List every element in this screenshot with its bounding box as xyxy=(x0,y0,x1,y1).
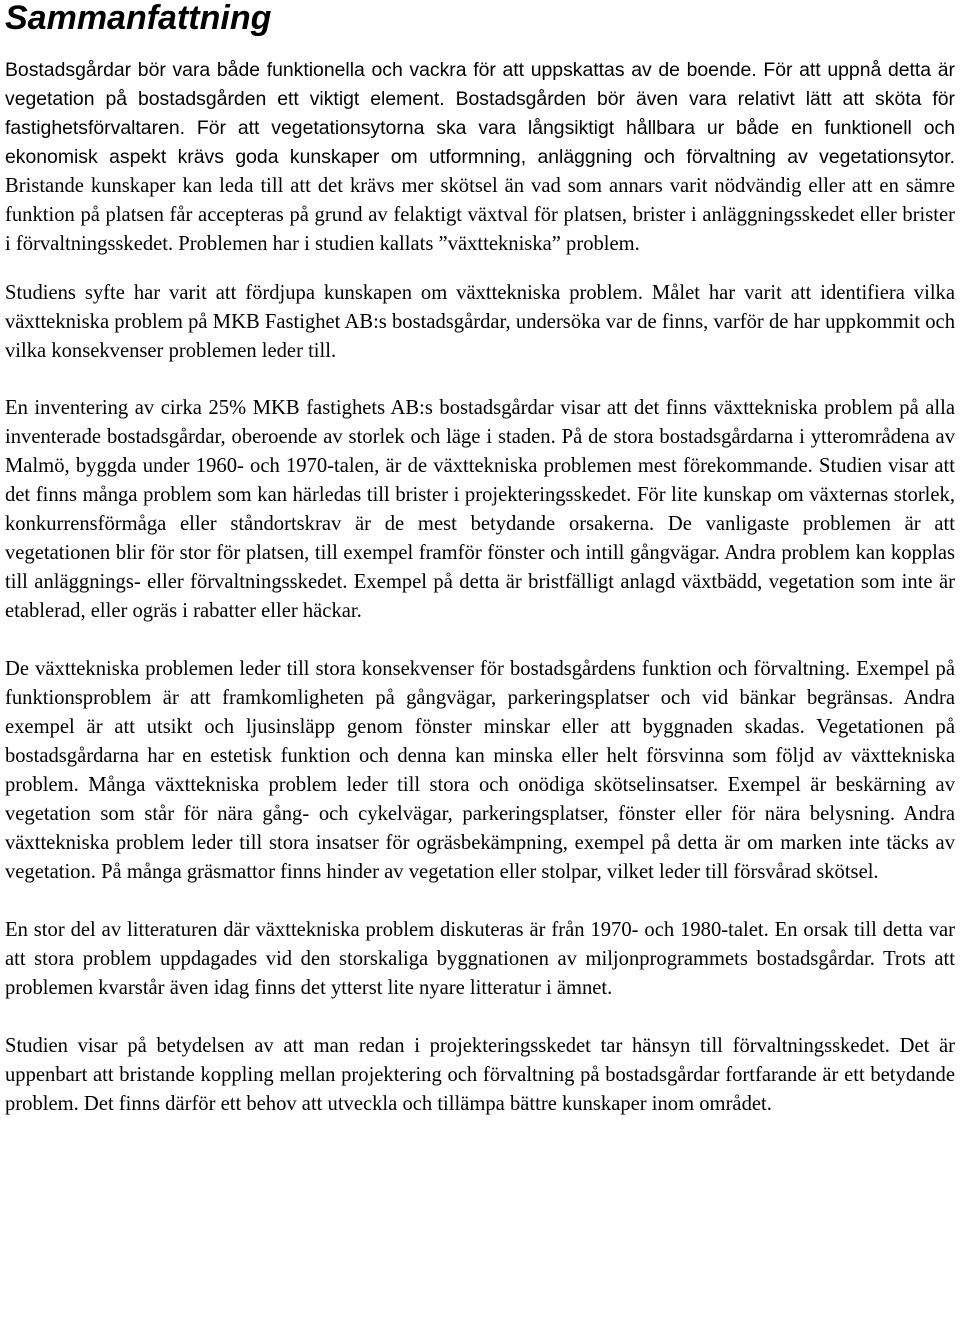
page-title: Sammanfattning xyxy=(5,0,272,37)
paragraph-1-sans-text: Bostadsgårdar bör vara både funktionella och vackra för att uppskattas av de boende. För att uppnå detta är vegetation på bostadsgården ett viktigt element. Bostadsgården bör även vara relativt lätt att sköta för fastighetsförvaltaren. För att vegetationsytorna ska vara långsiktigt hållbara ur både en funktionell och ekonomisk aspekt krävs goda kunskaper om utformning, anläggning och förvaltning av vegetationsytor. xyxy=(5,59,955,168)
document-page xyxy=(5,0,955,1119)
paragraph-6: Studien visar på betydelsen av att man redan i projekteringsskedet tar hänsyn till förvaltningsskedet. Det är uppenbart att bristande koppling mellan projektering och förvaltning på bostadsgårdar fortfarande är ett betydande problem. Det finns därför ett behov att utveckla och tillämpa bättre kunskaper inom området. xyxy=(5,1035,955,1115)
paragraph-1 xyxy=(5,56,955,259)
paragraph-5: En stor del av litteraturen där växttekniska problem diskuteras är från 1970- och 1980-talet. En orsak till detta var att stora problem uppdagades vid den storskaliga byggnationen av miljonprogrammets bostadsgårdar. Trots att problemen kvarstår även idag finns det ytterst lite nyare litteratur i ämnet. xyxy=(5,919,955,999)
paragraph-1-serif-text: Bristande kunskaper kan leda till att det krävs mer skötsel än vad som annars varit nödvändig eller att en sämre funktion på platsen får accepteras på grund av felaktigt växtval för platsen, brister i anläggningsskedet eller brister i förvaltningsskedet. Problemen har i studien kallats ”växttekniska” problem. xyxy=(5,175,955,255)
paragraph-2: Studiens syfte har varit att fördjupa kunskapen om växttekniska problem. Målet har varit att identifiera vilka växttekniska problem på MKB Fastighet AB:s bostadsgårdar, undersöka var de finns, varför de har uppkommit och vilka konsekvenser problemen leder till. xyxy=(5,282,955,362)
paragraph-3: En inventering av cirka 25% MKB fastighets AB:s bostadsgårdar visar att det finns växttekniska problem på alla inventerade bostadsgårdar, oberoende av storlek och läge i staden. På de stora bostadsgårdarna i ytterområdena av Malmö, byggda under 1960- och 1970-talen, är de växttekniska problemen mest förekommande. Studien visar att det finns många problem som kan härledas till brister i projekteringsskedet. För lite kunskap om växternas storlek, konkurrensförmåga eller ståndortskrav är de mest betydande orsakerna. De vanligaste problemen är att vegetationen blir för stor för platsen, till exempel framför fönster och intill gångvägar. Andra problem kan kopplas till anläggnings- eller förvaltningsskedet. Exempel på detta är bristfälligt anlagd växtbädd, vegetation som inte är etablerad, eller ogräs i rabatter eller häckar. xyxy=(5,397,955,622)
paragraph-4: De växttekniska problemen leder till stora konsekvenser för bostadsgårdens funktion och förvaltning. Exempel på funktionsproblem är att framkomligheten på gångvägar, parkeringsplatser och vid bänkar begränsas. Andra exempel är att utsikt och ljusinsläpp genom fönster minskar eller att byggnaden skadas. Vegetationen på bostadsgårdarna har en estetisk funktion och denna kan minska eller helt försvinna som följd av växttekniska problem. Många växttekniska problem leder till stora och onödiga skötselinsatser. Exempel är beskärning av vegetation som står för nära gång- och cykelvägar, parkeringsplatser, fönster eller för nära belysning. Andra växttekniska problem leder till stora insatser för ogräsbekämpning, exempel på detta är om marken inte täcks av vegetation. På många gräsmattor finns hinder av vegetation eller stolpar, vilket leder till försvårad skötsel. xyxy=(5,658,955,883)
